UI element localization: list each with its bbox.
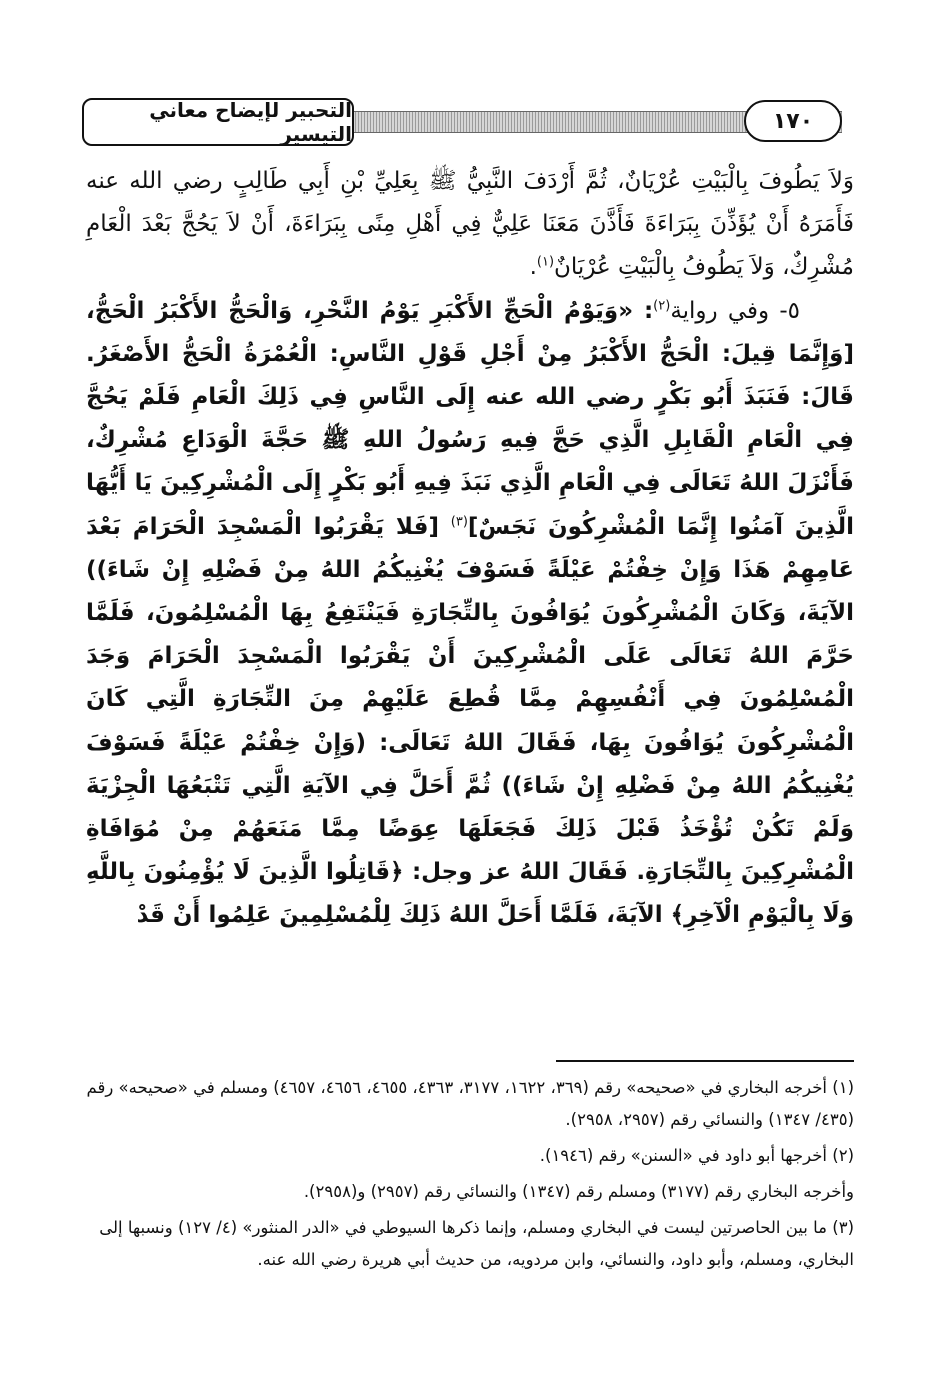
footnote-1: (١) أخرجه البخاري في «صحيحه» رقم (٣٦٩، ١٦٢٢، ٣١٧٧، ٤٣٦٣، ٤٦٥٥، ٤٦٥٦، ٤٦٥٧) ومسلم في «صحيحه» رقم (٤٣٥/ ١٣٤٧) والنسائي رقم (٢٩٥٧، ٢٩٥٨). [86,1078,854,1129]
paragraph-continuation [86,160,854,290]
footnote-3: (٣) ما بين الحاصرتين ليست في البخاري ومسلم، وإنما ذكرها السيوطي في «الدر المنثور» (٤/ ١٢٧) ونسبها إلى البخاري، ومسلم، وأبو داود، والنسائي، وابن مردويه، من حديث أبي هريرة رضي الله عنه. [99,1218,854,1269]
paragraph-narration-5 [86,290,854,938]
footnotes [86,1072,854,1280]
paragraph-text: وَلاَ يَطُوفَ بِالْبَيْتِ عُرْيَانٌ، ثُمَّ أَرْدَفَ النَّبِيُّ ﷺ بِعَلِيِّ بْنِ أَبِي طَالِبٍ رضي الله عنه فَأَمَرَهُ أَنْ يُؤَذِّنَ بِبَرَاءَةَ فَأَذَّنَ مَعَنَا عَلِيٌّ فِي أَهْلِ مِنًى بِبَرَاءَةَ، أَنْ لاَ يَحُجَّ بَعْدَ الْعَامِ مُشْرِكٌ، وَلاَ يَطُوفُ بِالْبَيْتِ عُرْيَانٌ [86,168,854,281]
footnote-ref: (٢) [653,297,671,313]
book-title: التحبير لإيضاح معاني التيسير [149,98,352,146]
footnote-2-continued: وأخرجه البخاري رقم (٣١٧٧) ومسلم رقم (١٣٤٧) والنسائي رقم (٢٩٥٧) و(٢٩٥٨). [303,1182,854,1201]
page-header [82,98,842,150]
book-title-box [82,98,354,146]
footnote-ref: (٣) [450,513,468,529]
footnote-separator [556,1060,854,1062]
footnote-2: (٢) أخرجها أبو داود في «السنن» رقم (١٩٤٦). [539,1146,854,1165]
footnote-ref: (١) [536,254,555,270]
narration-intro: ٥- وفي رواية [670,297,800,324]
paragraph-end: . [529,254,537,281]
narration-rest: [فَلا يَقْرَبُوا الْمَسْجِدَ الْحَرَامَ بَعْدَ عَامِهِمْ هَذَا وَإِنْ خِفْتُمْ عَيْلَةً فَسَوْفَ يُغْنِيكُمُ اللهُ مِنْ فَضْلِهِ إِنْ شَاءَ)) الآيَةَ، وَكَانَ الْمُشْرِكُونَ يُوَافُونَ بِالتِّجَارَةِ فَيَنْتَفِعُ بِهَا الْمُسْلِمُونَ، فَلَمَّا حَرَّمَ اللهُ تَعَالَى عَلَى الْمُشْرِكِينَ أَنْ يَقْرَبُوا الْمَسْجِدَ الْحَرَامَ وَجَدَ الْمُسْلِمُونَ فِي أَنْفُسِهِمْ مِمَّا قُطِعَ عَلَيْهِمْ مِنَ التِّجَارَةِ الَّتِي كَانَ الْمُشْرِكُونَ يُوَافُونَ بِهَا، فَقَالَ اللهُ تَعَالَى: (وَإِنْ خِفْتُمْ عَيْلَةً فَسَوْفَ يُغْنِيكُمُ اللهُ مِنْ فَضْلِهِ إِنْ شَاءَ)) ثُمَّ أَحَلَّ فِي الآيَةِ الَّتِي تَتْبَعُهَا الْجِزْيَةَ وَلَمْ تَكُنْ تُؤْخَذُ قَبْلَ ذَلِكَ فَجَعَلَهَا عِوَضًا مِمَّا مَنَعَهُمْ مِنْ مُوَافَاةِ الْمُشْرِكِينَ بِالتِّجَارَةِ. فَقَالَ اللهُ عز وجل: ﴿قَاتِلُوا الَّذِينَ لَا يُؤْمِنُونَ بِاللَّهِ وَلَا بِالْيَوْمِ الْآخِرِ﴾ الآيَةَ، فَلَمَّا أَحَلَّ اللهُ ذَلِكَ لِلْمُسْلِمِينَ عَلِمُوا أَنْ قَدْ [86,513,854,929]
page-number-badge [744,100,842,142]
narration-quote: : «وَيَوْمُ الْحَجِّ الأَكْبَرِ يَوْمُ النَّحْرِ، وَالْحَجُّ الأَكْبَرُ الْحَجُّ، [وَإِنَّمَا قِيلَ: الْحَجُّ الأَكْبَرُ مِنْ أَجْلِ قَوْلِ النَّاسِ: الْعُمْرَةُ الْحَجُّ الأَصْغَرُ. قَالَ: فَنَبَذَ أَبُو بَكْرٍ رضي الله عنه إِلَى النَّاسِ فِي ذَلِكَ الْعَامِ فَلَمْ يَحُجَّ فِي الْعَامِ الْقَابِلِ الَّذِي حَجَّ فِيهِ رَسُولُ اللهِ ﷺ حَجَّةَ الْوَدَاعِ مُشْرِكٌ، فَأَنْزَلَ اللهُ تَعَالَى فِي الْعَامِ الَّذِي نَبَذَ فِيهِ أَبُو بَكْرٍ إِلَى الْمُشْرِكِينَ يَا أَيُّهَا الَّذِينَ آمَنُوا إِنَّمَا الْمُشْرِكُونَ نَجَسٌ] [86,297,855,540]
page-number: ١٧٠ [772,108,814,134]
main-text-body [86,160,854,938]
